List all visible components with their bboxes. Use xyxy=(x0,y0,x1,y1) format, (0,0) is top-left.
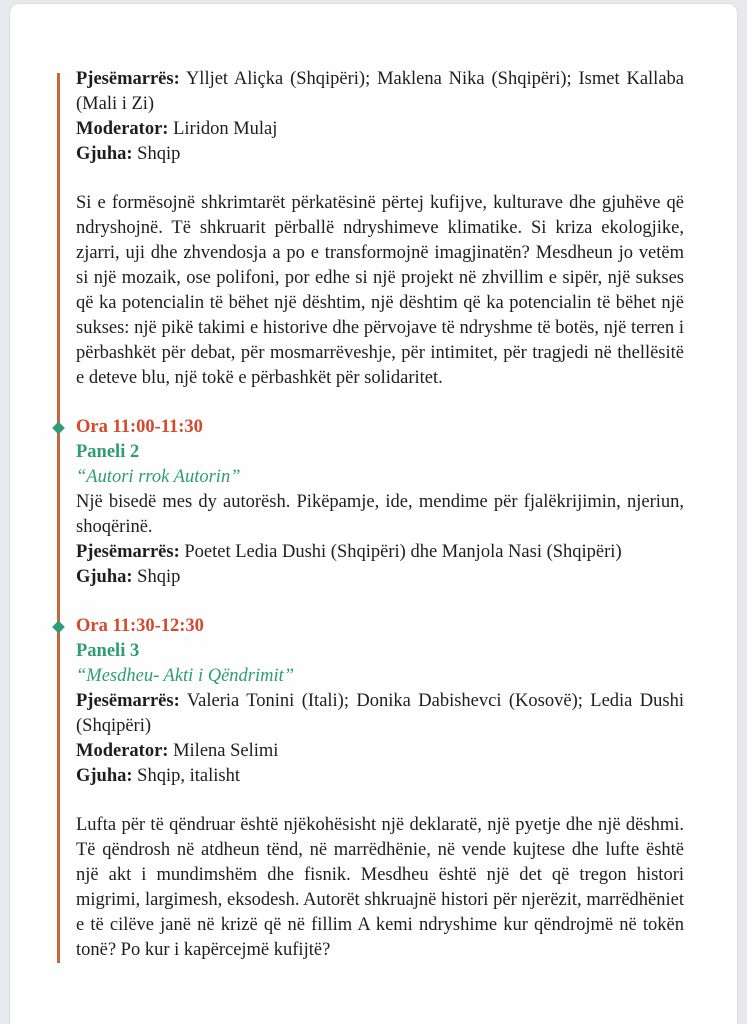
language-row xyxy=(76,764,684,789)
session-time: Ora 11:30-12:30 xyxy=(76,616,204,636)
participants-row xyxy=(76,540,684,565)
session-time-row xyxy=(76,614,684,639)
participants-label: Pjesëmarrës: xyxy=(76,691,180,711)
language-value: Shqip xyxy=(137,144,181,164)
intro-paragraph-block xyxy=(76,191,684,391)
participants-label: Pjesëmarrës: xyxy=(76,69,180,89)
moderator-row xyxy=(76,117,684,142)
session-block-panel-3 xyxy=(76,614,684,789)
moderator-value: Liridon Mulaj xyxy=(173,119,278,139)
participants-value: Poetet Ledia Dushi (Shqipëri) dhe Manjola Nasi (Shqipëri) xyxy=(184,542,622,562)
language-row xyxy=(76,565,684,590)
accent-line xyxy=(57,73,60,963)
session-time: Ora 11:00-11:30 xyxy=(76,417,203,437)
language-label: Gjuha: xyxy=(76,766,133,786)
session-title: “Autori rrok Autorin” xyxy=(76,467,241,487)
intro-paragraph: Si e formësojnë shkrimtarët përkatësinë përtej kufijve, kulturave dhe gjuhëve që ndryshojnë. Të shkruarit përballë ndryshimeve klimatike. Si kriza ekologjike, zjarri, uji dhe zhvendosja a po e transformojnë imagjinatën? Mesdheun jo vetëm si një mozaik, ose polifoni, por edhe si një projekt në zhvillim e sipër, një sukses që ka potencialin të bëhet një dështim, një dështim që ka potencialin të bëhet një sukses: një pikë takimi e historive dhe përvojave të ndryshme të botës, një terren i përbashkët për debat, për mosmarrëveshje, për intimitet, për tragjedi në thellësitë e deteve blu, një tokë e përbashkët për solidaritet. xyxy=(76,193,684,388)
language-value: Shqip xyxy=(137,567,181,587)
moderator-label: Moderator: xyxy=(76,741,169,761)
session-time-row xyxy=(76,415,684,440)
participants-value: Valeria Tonini (Itali); Donika Dabishevci (Kosovë); Ledia Dushi (Shqipëri) xyxy=(76,691,684,736)
participants-label: Pjesëmarrës: xyxy=(76,542,180,562)
session-panel: Paneli 2 xyxy=(76,442,140,462)
moderator-label: Moderator: xyxy=(76,119,169,139)
participants-row xyxy=(76,67,684,117)
diamond-bullet-icon xyxy=(52,620,65,633)
closing-paragraph-block xyxy=(76,813,684,963)
session-description: Një bisedë mes dy autorësh. Pikëpamje, ide, mendime për fjalëkrijimin, njeriun, shoqërinë. xyxy=(76,492,684,537)
session-title: “Mesdheu- Akti i Qëndrimit” xyxy=(76,666,295,686)
session-panel: Paneli 3 xyxy=(76,641,140,661)
participants-row xyxy=(76,689,684,739)
diamond-bullet-icon xyxy=(52,421,65,434)
participants-value: Ylljet Aliçka (Shqipëri); Maklena Nika (Shqipëri); Ismet Kallaba (Mali i Zi) xyxy=(76,69,684,114)
closing-paragraph: Lufta për të qëndruar është njëkohësisht një deklaratë, një pyetje dhe një dëshmi. Të qëndrosh në atdheun tënd, në marrëdhënie, në vende kujtese dhe lufte është një akt i mundimshëm dhe fisnik. Mesdheu është një det që tregon histori migrimi, largimesh, eksodesh. Autorët shkruajnë histori për njerëzit, marrëdhëniet e të cilëve janë në krizë që në fillim A kemi ndryshime kur qëndrojmë në tokën tonë? Po kur i kapërcejmë kufijtë? xyxy=(76,815,684,960)
moderator-row xyxy=(76,739,684,764)
header-session-block xyxy=(76,67,684,167)
moderator-value: Milena Selimi xyxy=(173,741,279,761)
session-block-panel-2 xyxy=(76,415,684,590)
language-value: Shqip, italisht xyxy=(137,766,240,786)
page-content xyxy=(76,67,684,987)
language-label: Gjuha: xyxy=(76,567,133,587)
document-page xyxy=(9,3,738,1024)
language-row xyxy=(76,142,684,167)
language-label: Gjuha: xyxy=(76,144,133,164)
